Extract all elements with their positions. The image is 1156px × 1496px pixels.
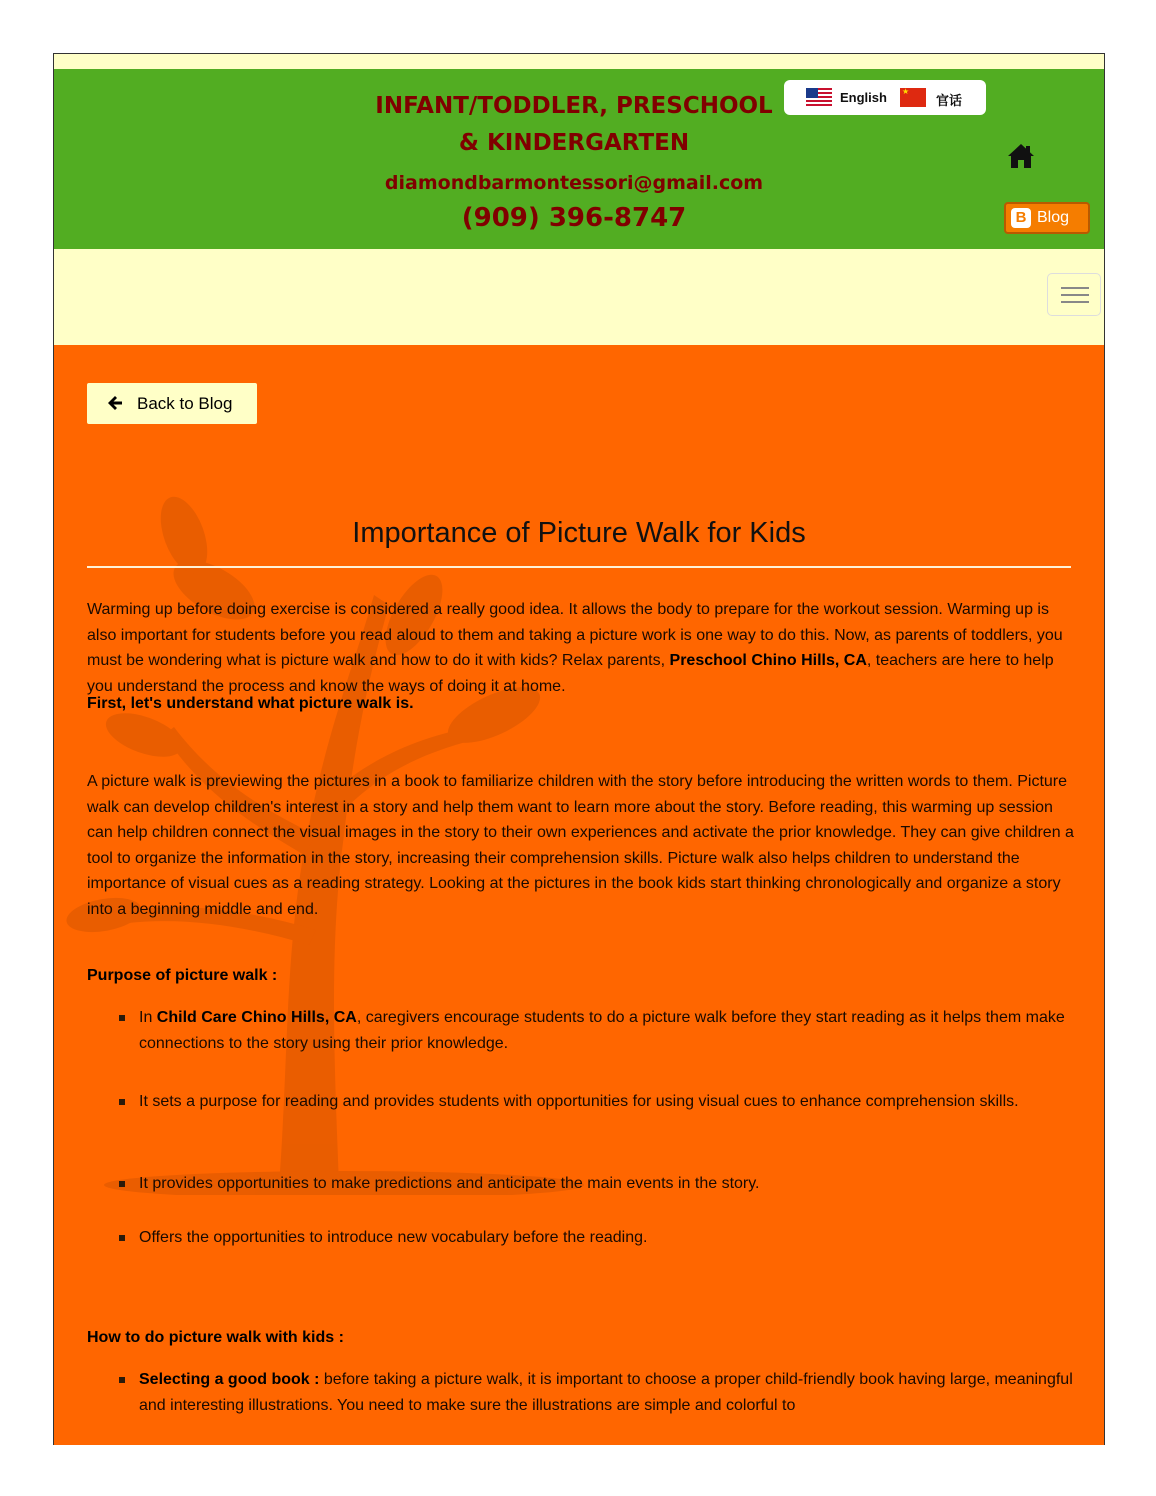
hamburger-line — [1061, 301, 1089, 303]
hamburger-line — [1061, 287, 1089, 289]
how-heading — [87, 1325, 344, 1351]
first-heading-text: First, let's understand what picture walk is. — [87, 695, 414, 712]
post-title: Importance of Picture Walk for Kids — [352, 517, 806, 549]
item-text: It sets a purpose for reading and provides students with opportunities for using visual cues to enhance comprehension skills. — [139, 1093, 1019, 1110]
blog-label: Blog — [1037, 209, 1070, 226]
item-text: It provides opportunities to make predictions and anticipate the main events in the story. — [139, 1175, 760, 1192]
intro-paragraph — [87, 597, 1077, 699]
how-heading-text: How to do picture walk with kids : — [87, 1329, 344, 1346]
blog-button[interactable] — [1004, 202, 1090, 234]
intro-link-preschool[interactable]: Preschool Chino Hills, CA — [669, 652, 867, 669]
intro-tail: , teachers are here to help you understand the process and know the ways of doing it at home. — [87, 652, 1054, 695]
list-item — [139, 1171, 1074, 1197]
home-icon[interactable] — [1006, 141, 1036, 171]
nav-bar — [54, 249, 1104, 345]
purpose-heading — [87, 963, 277, 989]
main-content — [54, 345, 1104, 1445]
back-to-blog-button[interactable] — [87, 383, 257, 424]
header-email[interactable]: diamondbarmontessori@gmail.com — [384, 172, 764, 194]
language-switcher — [784, 80, 986, 115]
item-link-childcare[interactable]: Child Care Chino Hills, CA — [156, 1009, 357, 1026]
intro-text: Warming up before doing exercise is considered a really good idea. It allows the body to prepare for the workout session. Warming up is also important for students before you read aloud to them and taking a picture work is one way to do this. Now, as parents of toddlers, you must be wondering what is picture walk and how to do it with kids? Relax parents, — [87, 601, 1063, 669]
china-flag-icon[interactable] — [900, 88, 926, 107]
walk-paragraph: A picture walk is previewing the pictures in a book to familiarize children with the story before introducing the written words to them. Picture walk can develop children's interest in a story and help them want to learn more about the story. Before reading, this warming up session can help children connect the visual images in the story to their own experiences and activate the prior knowledge. They can give children a tool to organize the information in the story, increasing their comprehension skills. Picture walk also helps children to understand the importance of visual cues as a reading strategy. Looking at the pictures in the book kids start thinking chronologically and organize a story into a beginning middle and end. — [87, 773, 1074, 918]
top-strip — [54, 54, 1104, 69]
page-frame — [53, 53, 1105, 1445]
site-header — [54, 69, 1104, 249]
title-divider — [87, 566, 1071, 568]
first-heading — [87, 691, 414, 717]
hamburger-line — [1061, 294, 1089, 296]
language-chinese[interactable]: 官话 — [936, 93, 963, 108]
menu-toggle-button[interactable] — [1047, 273, 1101, 316]
list-item — [139, 1225, 1074, 1251]
back-label: Back to Blog — [137, 394, 233, 413]
purpose-heading-text: Purpose of picture walk : — [87, 967, 278, 984]
list-item — [139, 1005, 1074, 1056]
arrow-left-icon — [107, 395, 123, 411]
language-english[interactable]: English — [840, 90, 887, 105]
header-title-line1: INFANT/TODDLER, PRESCHOOL — [375, 93, 773, 119]
list-item — [139, 1089, 1074, 1115]
item-lead: In — [139, 1009, 157, 1026]
blogger-icon: B — [1011, 208, 1031, 228]
us-flag-icon[interactable] — [806, 88, 832, 107]
item-text: , caregivers encourage students to do a picture walk before they start reading as it helps them make connections to the story using their prior knowledge. — [139, 1009, 1065, 1052]
list-item — [139, 1367, 1074, 1418]
header-title-line2: & KINDERGARTEN — [458, 130, 690, 156]
item-text: Offers the opportunities to introduce new vocabulary before the reading. — [139, 1229, 648, 1246]
item-bold: Selecting a good book : — [139, 1371, 320, 1388]
item-text: before taking a picture walk, it is important to choose a proper child-friendly book having large, meaningful and interesting illustrations. You need to make sure the illustrations are simple and colorful to — [139, 1371, 1073, 1414]
header-phone[interactable]: (909) 396-8747 — [461, 203, 687, 233]
